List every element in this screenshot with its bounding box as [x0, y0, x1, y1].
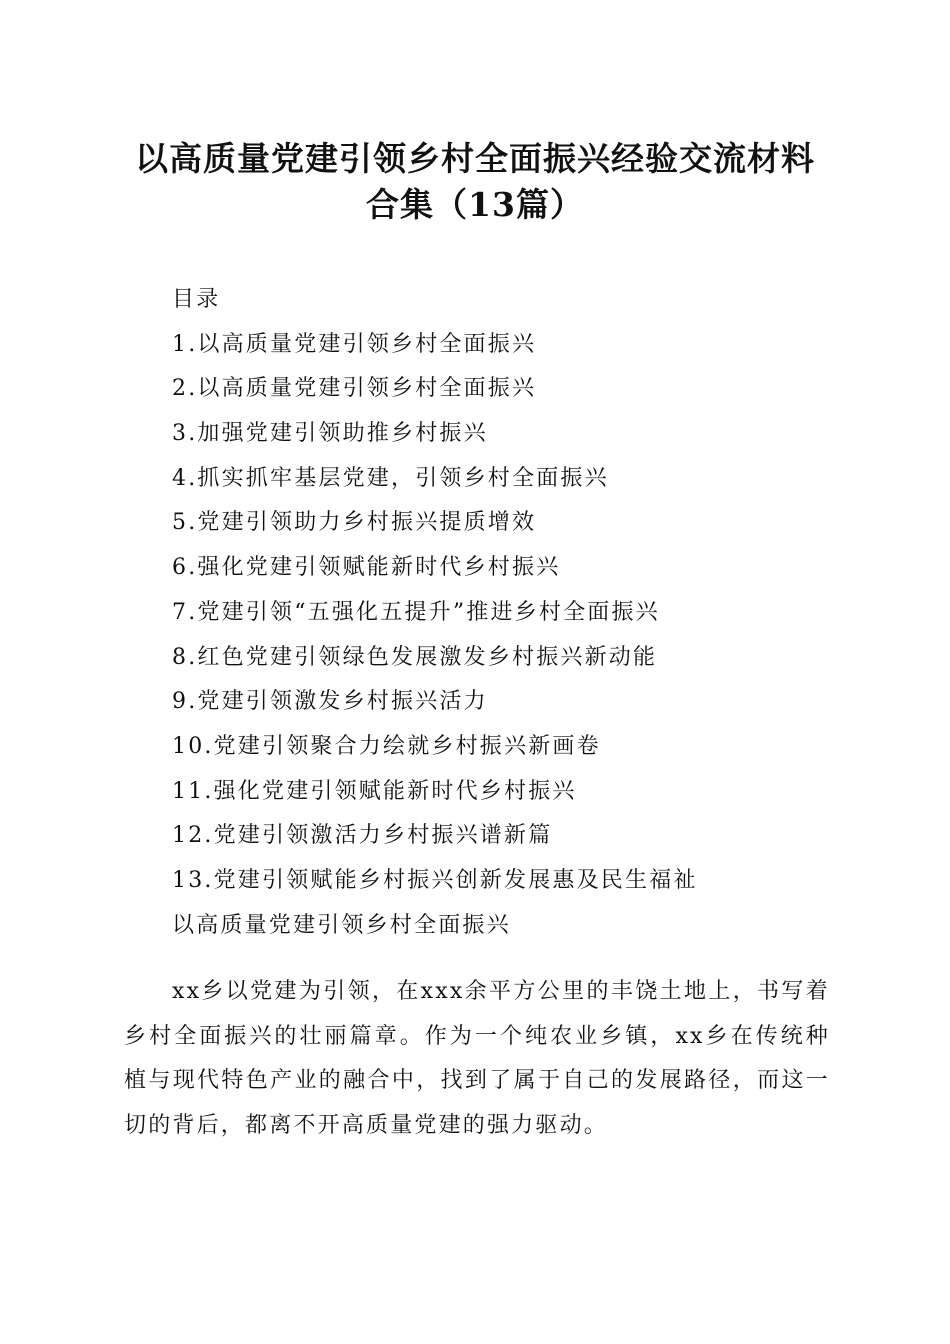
- toc-item: 12.党建引领激活力乡村振兴谱新篇: [172, 823, 553, 849]
- title-line-1: 以高质量党建引领乡村全面振兴经验交流材料: [135, 139, 815, 178]
- body-paragraph: xx乡以党建为引领，在xxx余平方公里的丰饶土地上，书写着乡村全面振兴的壮丽篇章。作为一个纯农业乡镇，xx乡在传统种植与现代特色产业的融合中，找到了属于自己的发展路径，而这一切的背后，都离不开高质量党建的强力驱动。: [124, 979, 830, 1139]
- toc-item: 5.党建引领助力乡村振兴提质增效: [172, 510, 537, 536]
- toc-heading: 目录: [172, 287, 221, 312]
- toc-item: 11.强化党建引领赋能新时代乡村振兴: [172, 778, 577, 804]
- toc-item: 9.党建引领激发乡村振兴活力: [172, 689, 488, 715]
- toc-item: 10.党建引领聚合力绘就乡村振兴新画卷: [172, 733, 601, 759]
- title-line-2: 合集（13篇）: [366, 185, 584, 224]
- toc-item: 8.红色党建引领绿色发展激发乡村振兴新动能: [172, 644, 658, 670]
- toc-item: 2.以高质量党建引领乡村全面振兴: [172, 376, 537, 402]
- toc-item: 1.以高质量党建引领乡村全面振兴: [172, 331, 537, 357]
- toc-item: 13.党建引领赋能乡村振兴创新发展惠及民生福祉: [172, 867, 698, 893]
- table-of-contents: [172, 278, 852, 948]
- toc-item: 3.加强党建引领助推乡村振兴: [172, 421, 488, 447]
- toc-item: 4.抓实抓牢基层党建，引领乡村全面振兴: [172, 465, 609, 491]
- toc-item: 7.党建引领“五强化五提升”推进乡村全面振兴: [172, 599, 660, 625]
- section-heading: 以高质量党建引领乡村全面振兴: [172, 912, 511, 938]
- toc-item: 6.强化党建引领赋能新时代乡村振兴: [172, 555, 561, 581]
- document-title: [100, 136, 850, 228]
